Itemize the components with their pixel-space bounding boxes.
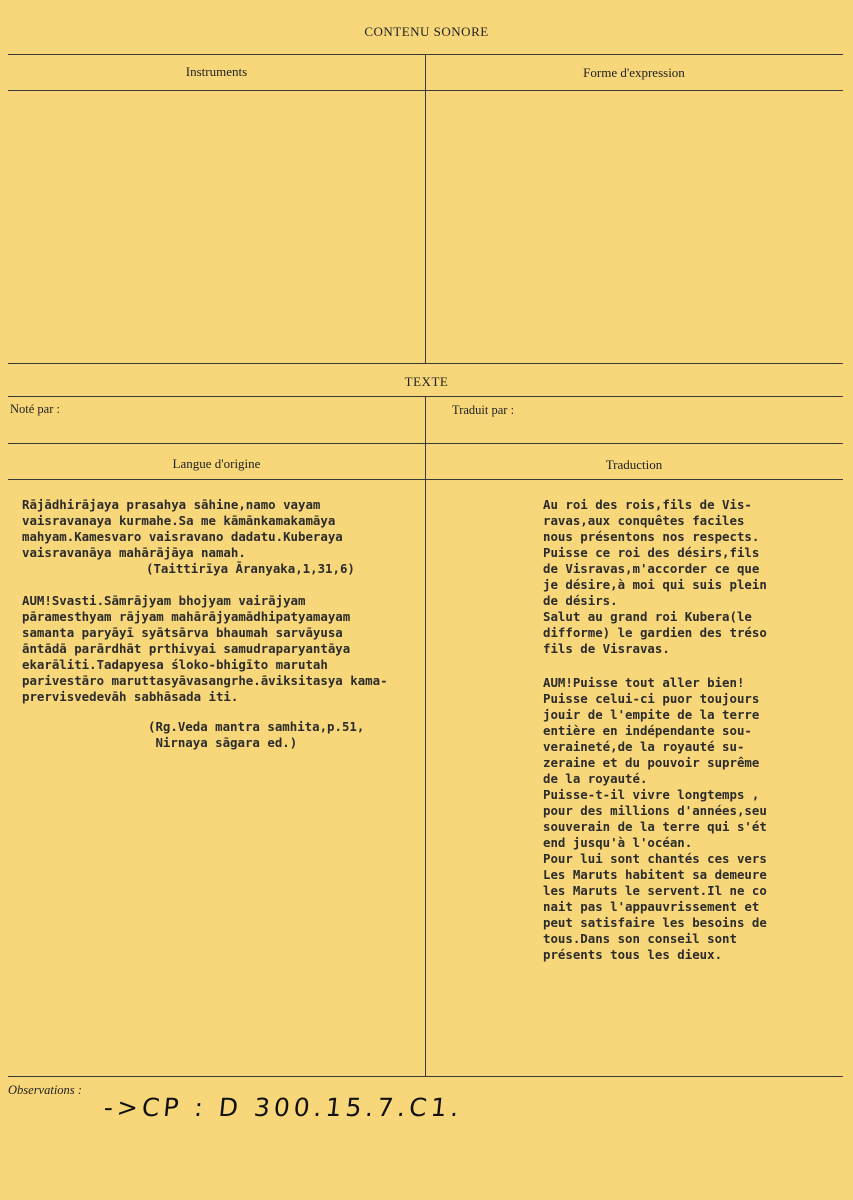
observations-label: Observations :	[8, 1083, 82, 1097]
translation-line: Les Maruts habitent sa demeure	[543, 867, 767, 882]
translation-line: nait pas l'appauvrissement et	[543, 899, 760, 914]
translation-line: nous présentons nos respects.	[543, 529, 760, 544]
original-line: pāramesthyam rājyam mahārājyamādhipatyamayam	[22, 609, 351, 624]
translation-line: ravas,aux conquêtes faciles	[543, 513, 745, 528]
translation-line: de la royauté.	[543, 771, 648, 786]
instruments-column-header: Instruments	[185, 64, 248, 79]
translation-line: Puisse ce roi des désirs,fils	[543, 545, 760, 560]
translation-line: AUM!Puisse tout aller bien!	[543, 675, 745, 690]
translation-line: Au roi des rois,fils de Vis-	[543, 497, 752, 512]
original-line: ekarāliti.Tadapyesa śloko-bhigīto marutah	[22, 657, 328, 672]
translation-line: les Maruts le servent.Il ne co	[543, 883, 767, 898]
contenu-sonore-heading: CONTENU SONORE	[364, 24, 489, 39]
texte-heading: TEXTE	[404, 374, 449, 389]
original-line: parivestāro maruttasyāvasangrhe.āviksitasya kama-	[22, 673, 388, 688]
translation-line: tous.Dans son conseil sont	[543, 931, 737, 946]
original-line: mahyam.Kamesvaro vaisravano dadatu.Kuberaya	[22, 529, 343, 544]
original-reference: (Rg.Veda mantra samhita,p.51,	[148, 719, 365, 734]
original-line: vaisravanaya kurmahe.Sa me kāmānkamakamāya	[22, 513, 336, 528]
translation-line: de désirs.	[543, 593, 618, 608]
translation-line: jouir de l'empite de la terre	[543, 707, 760, 722]
original-text-block	[22, 497, 527, 751]
original-reference: Nirnaya sāgara ed.)	[148, 735, 298, 750]
column-divider	[425, 54, 426, 363]
translation-line: je désire,à moi qui suis plein	[543, 577, 767, 592]
translation-line: difforme) le gardien des tréso	[543, 625, 767, 640]
handwritten-reference: ->CP : D 300.15.7.C1.	[102, 1093, 465, 1122]
original-line: prervisvedevāh sabhāsada iti.	[22, 689, 239, 704]
original-reference: (Taittirīya Āranyaka,1,31,6)	[146, 561, 355, 576]
translation-line: fils de Visravas.	[543, 641, 670, 656]
translation-line: entière en indépendante sou-	[543, 723, 752, 738]
divider	[8, 363, 843, 364]
traduction-column-header: Traduction	[605, 457, 663, 472]
langue-origine-column-header: Langue d'origine	[172, 456, 261, 471]
original-line: AUM!Svasti.Sāmrājyam bhojyam vairājyam	[22, 593, 306, 608]
translation-line: veraineté,de la royauté su-	[543, 739, 745, 754]
translation-line: pour des millions d'années,seu	[543, 803, 767, 818]
forme-expression-column-header: Forme d'expression	[583, 65, 685, 80]
original-line: āntādā parārdhāt prthivyai samudraparyantāya	[22, 641, 351, 656]
traduit-par-label: Traduit par :	[452, 403, 515, 417]
translation-line: souverain de la terre qui s'ét	[543, 819, 767, 834]
divider	[8, 1076, 843, 1077]
translation-line: end jusqu'à l'océan.	[543, 835, 693, 850]
translation-text-block	[543, 497, 848, 963]
translation-line: présents tous les dieux.	[543, 947, 723, 962]
translation-line: peut satisfaire les besoins de	[543, 915, 767, 930]
original-line: vaisravanāya mahārājāya namah.	[22, 545, 246, 560]
original-line: Rājādhirājaya prasahya sāhine,namo vayam	[22, 497, 321, 512]
translation-line: Pour lui sont chantés ces vers	[543, 851, 767, 866]
translation-line: Puisse-t-il vivre longtemps ,	[543, 787, 760, 802]
translation-line: de Visravas,m'accorder ce que	[543, 561, 760, 576]
translation-line: Salut au grand roi Kubera(le	[543, 609, 752, 624]
translation-line: Puisse celui-ci puor toujours	[543, 691, 760, 706]
original-line: samanta paryāyī syātsārva bhaumah sarvāyusa	[22, 625, 343, 640]
translation-line: zeraine et du pouvoir suprême	[543, 755, 760, 770]
note-par-label: Noté par :	[10, 402, 60, 416]
